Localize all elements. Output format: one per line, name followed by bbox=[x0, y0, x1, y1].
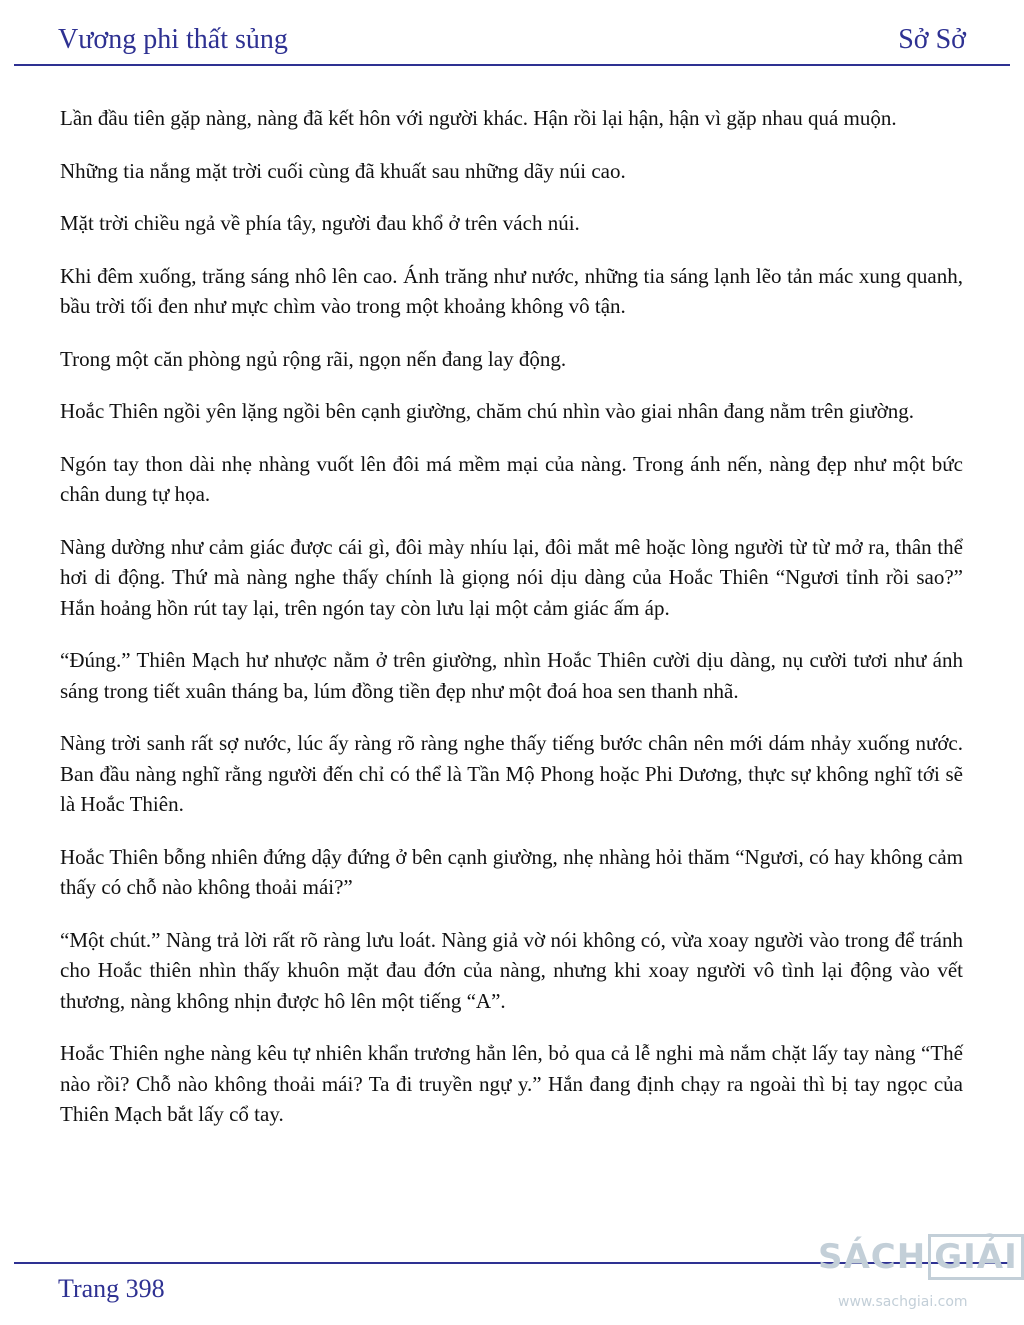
watermark-brand-part2: GIẢI bbox=[928, 1234, 1024, 1280]
paragraph: “Đúng.” Thiên Mạch hư nhược nằm ở trên giường, nhìn Hoắc Thiên cười dịu dàng, nụ cười tươi như ánh sáng trong tiết xuân tháng ba, lúm đồng tiền đẹp như một đoá hoa sen thanh nhã. bbox=[60, 648, 963, 703]
paragraph: Ngón tay thon dài nhẹ nhàng vuốt lên đôi má mềm mại của nàng. Trong ánh nến, nàng đẹp như một bức chân dung tự họa. bbox=[60, 451, 963, 506]
paragraph: Hoắc Thiên nghe nàng kêu tự nhiên khẩn trương hẳn lên, bỏ qua cả lễ nghi mà nắm chặt lấy tay nàng “Thế nào rồi? Chỗ nào không thoải mái? Ta đi truyền ngự y.” Hắn đang định chạy ra ngoài thì bị tay ngọc của Thiên Mạch bắt lấy cổ tay. bbox=[60, 1041, 963, 1126]
watermark-brand-part1: SÁCH bbox=[818, 1237, 927, 1277]
paragraph: Lần đầu tiên gặp nàng, nàng đã kết hôn với người khác. Hận rồi lại hận, hận vì gặp nhau quá muộn. bbox=[60, 106, 897, 130]
watermark-brand bbox=[818, 1234, 1024, 1280]
paragraph: Mặt trời chiều ngả về phía tây, người đau khổ ở trên vách núi. bbox=[60, 211, 580, 235]
paragraph: Trong một căn phòng ngủ rộng rãi, ngọn nến đang lay động. bbox=[60, 346, 567, 371]
book-author: Sở Sở bbox=[898, 24, 966, 55]
book-title: Vương phi thất sủng bbox=[58, 24, 288, 55]
paragraph: Những tia nắng mặt trời cuối cùng đã khuất sau những dãy núi cao. bbox=[60, 158, 626, 183]
page-header bbox=[0, 0, 1024, 66]
watermark-url: www.sachgiai.com bbox=[838, 1294, 968, 1310]
paragraph: “Một chút.” Nàng trả lời rất rõ ràng lưu loát. Nàng giả vờ nói không có, vừa xoay người vào trong để tránh cho Hoắc thiên nhìn thấy khuôn mặt đau đớn của nàng, nhưng khi xoay người vô tình lại động vào vết thương, nàng không nhịn được hô lên một tiếng “A”. bbox=[60, 927, 963, 1013]
paragraph: Hoắc Thiên bỗng nhiên đứng dậy đứng ở bên cạnh giường, nhẹ nhàng hỏi thăm “Ngươi, có hay không cảm thấy có chỗ nào không thoải mái?” bbox=[60, 844, 963, 899]
paragraph: Nàng dường như cảm giác được cái gì, đôi mày nhíu lại, đôi mắt mê hoặc lòng người từ từ mở ra, thân thể hơi di động. Thứ mà nàng nghe thấy chính là giọng nói dịu dàng của Hoắc Thiên “Ngươi tỉnh rồi sao?” Hắn hoảng hồn rút tay lại, trên ngón tay còn lưu lại một cảm giác ấm áp. bbox=[60, 534, 963, 620]
paragraph: Nàng trời sanh rất sợ nước, lúc ấy ràng rõ ràng nghe thấy tiếng bước chân nên mới dám nhảy xuống nước. Ban đầu nàng nghĩ rằng người đến chỉ có thể là Tần Mộ Phong hoặc Phi Dương, thực sự không nghĩ tới sẽ là Hoắc Thiên. bbox=[60, 731, 963, 816]
page-body bbox=[60, 103, 963, 1152]
header-divider bbox=[14, 64, 1010, 66]
page-number: Trang 398 bbox=[58, 1274, 165, 1303]
watermark-logo bbox=[818, 1222, 1024, 1322]
paragraph: Hoắc Thiên ngồi yên lặng ngồi bên cạnh giường, chăm chú nhìn vào giai nhân đang nằm trên giường. bbox=[60, 399, 915, 423]
paragraph: Khi đêm xuống, trăng sáng nhô lên cao. Ánh trăng như nước, những tia sáng lạnh lẽo tản mác xung quanh, bầu trời tối đen như mực chìm vào trong một khoảng không vô tận. bbox=[60, 263, 963, 318]
